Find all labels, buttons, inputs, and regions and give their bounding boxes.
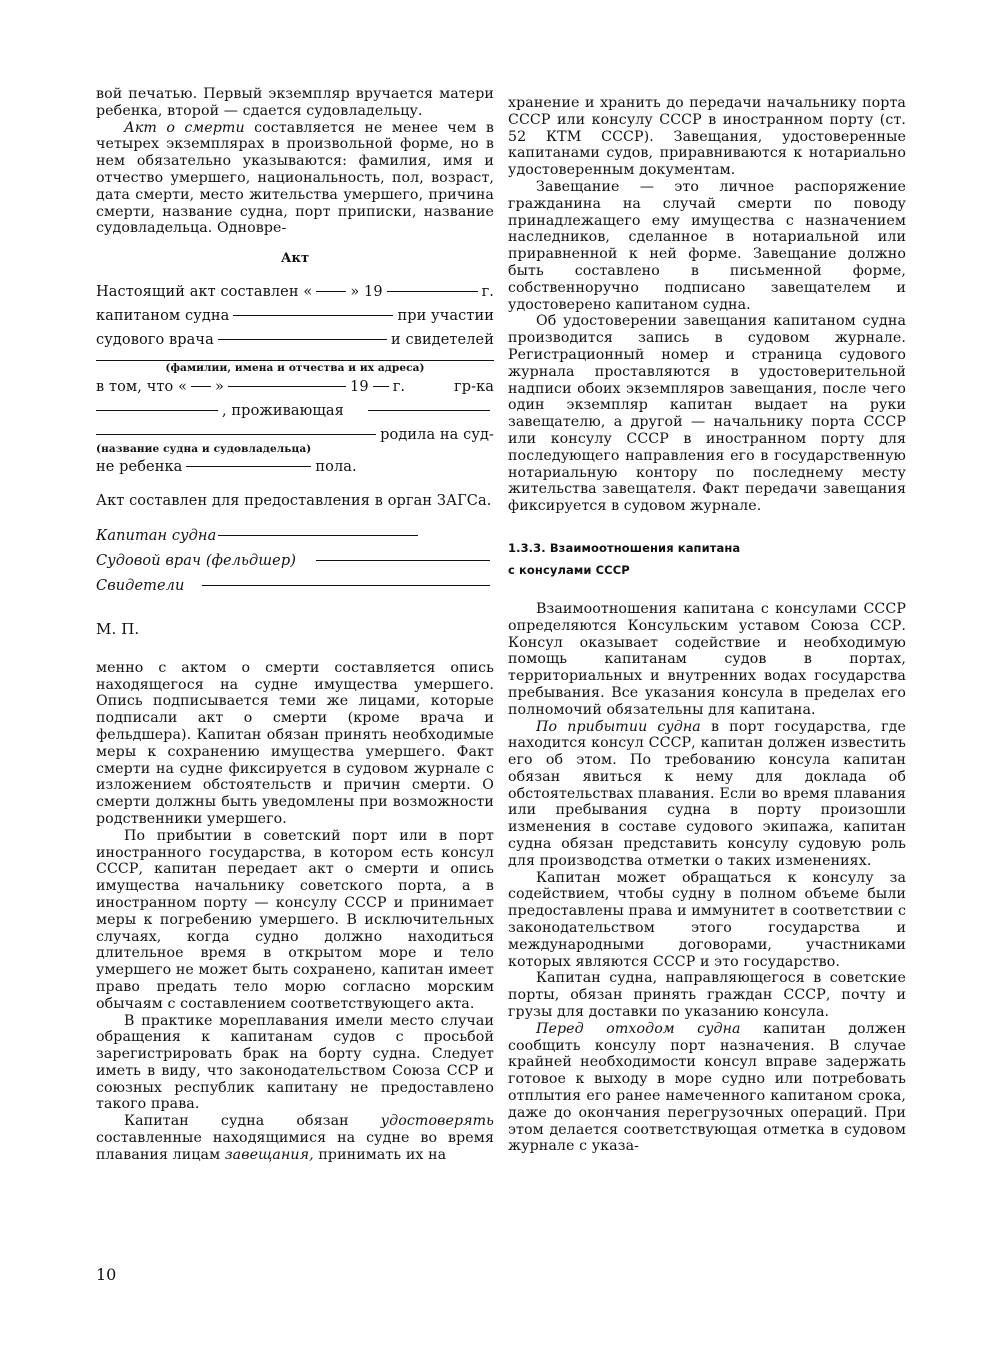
blank-event-year [373,386,389,387]
blank-sig-captain [218,535,418,536]
form-line-resident: , проживающая [96,399,494,423]
seal-place: М. П. [96,619,140,638]
paragraph-citizens-mail: Капитан судна, направляющегося в советские порты, обязан принять граждан СССР, почту и грузы для доставки по указанию консула. [508,970,906,1021]
paragraph-marriage: В практике мореплавания имели место случаи обращения к капитанам судов с просьбой зарегистрировать брак на борту судна. Следует иметь в виду, что законодательством Союза ССР и союзных республик капитану не предоставлено такого права. [96,1012,494,1113]
blank-captain-name [233,315,393,316]
blank-citizen-name [96,410,218,411]
blank-day [316,291,346,292]
section-heading: 1.3.3. Взаимоотношения капитана с консулами СССР [508,540,741,577]
signature-witnesses: Свидетели [96,574,494,599]
paragraph-arrival-port: По прибытии в советский порт или в порт иностранного государства, в котором есть консул СССР, капитан передает акт о смерти и опись имущества начальнику советского порта, а в иностранном порту — консулу СССР и принимает меры к погребению умершего. В исключительных случаях, когда судно должно находиться длительное время в открытом море и тело умершего не может быть сохранено, капитан имеет право предать тело морю согласно морским обычаям с составлением соответствующего акта. [96,827,494,1012]
right-column [508,95,906,1155]
blank-event-month [228,386,346,387]
paragraph-will-definition: Завещание — это личное распоряжение гражданина на случай смерти по поводу принадлежащего ему имущества с назначением наследников, сделанное в нотариальной или приравненной к ней форме. Завещание должно быть составлено в письменной форме, собственноручно подписано завещателем и удостоверено капитаном судна. [508,178,906,313]
caption-ship-owner: (название судна и судовладельца) [96,442,312,455]
form-line-child-sex: не ребенка пола. [96,458,357,475]
page-number: 10 [96,1265,117,1284]
blank-year [387,291,478,292]
form-line-date: Настоящий акт составлен « » 19 г. [96,283,494,300]
form-purpose: Акт составлен для предоставления в орган ЗАГСа. [96,492,492,509]
signature-doctor: Судовой врач (фельдшер) [96,549,494,574]
signature-captain: Капитан судна [96,524,494,549]
form-line-captain: капитаном судна при участии [96,307,494,324]
form-line-doctor: судового врача и свидетелей [96,331,494,348]
paragraph-consul-assistance: Капитан может обращаться к консулу за содействием, чтобы судну в полном объеме были предоставлены права и иммунитет в соответствии с законодательством этого государства и международными договорами, участниками которых являются СССР и это государство. [508,869,906,970]
term-death-act: Акт о смерти [124,119,245,136]
blank-sig-witnesses [202,585,490,586]
blank-ship-owner [96,434,376,435]
paragraph-consul-relations: Взаимоотношения капитана с консулами СССР определяются Консульским уставом Союза ССР. Консул оказывает содействие и необходимую помощь капитанам судов в портах, территориальных и внутренних водах государства пребывания. Все указания консула в пределах его полномочий обязательны для капитана. [508,600,906,718]
blank-sig-doctor [316,560,490,561]
act-form [96,251,494,638]
blank-event-day [191,386,211,387]
paragraph-birth-act-end: вой печатью. Первый экземпляр вручается матери ребенка, второй — сдается судовладельцу. [96,86,494,119]
form-line-gave-birth: родила на суд- [96,423,494,447]
paragraph-before-departure: Перед отходом судна капитан должен сообщить консулу порт назначения. В случае крайней необходимости консул вправе задержать готовое к выходу в море судно или потребовать отплытия его ранее намеченного капитаном срока, даже до окончания перегрузочных операций. При этом делается соответствующая отметка в судовом журнале с указа- [508,1020,906,1155]
paragraph-will-storage: хранение и хранить до передачи начальнику порта СССР или консулу СССР в иностранном порту (ст. 52 КТМ СССР). Завещания, удостоверенные капитанами судов, приравниваются к нотариально удостоверенным документам. [508,95,906,179]
paragraph-will-certification: Об удостоверении завещания капитаном судна производится запись в судовом журнале. Регистрационный номер и страница судового журнала проставляются в удостоверительной надписи обоих экземпляров завещания, после чего один экземпляр капитан выдает на руки завещателю, а другой — начальнику порта СССР или консулу СССР в иностранном порту для последующего направления его в государственную нотариальную контору по последнему месту жительства завещателя. Факт передачи завещания фиксируется в судовом журнале. [508,313,906,515]
paragraph-inventory: менно с актом о смерти составляется опись находящегося на судне имущества умершего. Опись подписывается теми же лицами, которые подписали акт о смерти (кроме врача и фельдшера). Капитан обязан принять необходимые меры к сохранению имущества умершего. Факт смерти на судне фиксируется в судовом журнале с изложением обстоятельств и причин смерти. О смерти должны быть уведомлены при возможности родственники умершего. [96,659,494,827]
blank-sex [186,466,311,467]
blank-doctor-name [218,339,387,340]
blank-address [368,410,490,411]
paragraph-wills: Капитан судна обязан удостоверять составленные находящимися на судне во время плавания лицам завещания, принимать их на [96,1113,494,1163]
caption-witnesses: (фамилии, имена и отчества и их адреса) [165,361,425,374]
act-form-title: Акт [280,251,310,267]
form-line-event-date: в том, что « » 19 г. гр-ка [96,378,494,395]
left-column [96,86,494,1164]
paragraph-on-arrival: По прибытии судна в порт государства, где находится консул СССР, капитан должен известить его об этом. По требованию консула капитан обязан явиться к нему для доклада об обстоятельствах плавания. Если во время плавания или пребывания судна в порту произошли изменения в составе судового экипажа, капитан судна обязан представить консулу судовую роль для производства отметки о таких изменениях. [508,718,907,869]
paragraph-death-act: Акт о смерти составляется не менее чем в четырех экземплярах в произвольной форме, но в нем обязательно указываются: фамилия, имя и отчество умершего, национальность, пол, возраст, дата смерти, место жительства умершего, причина смерти, название судна, порт приписки, название судовладельца. Одновре- [96,119,494,237]
